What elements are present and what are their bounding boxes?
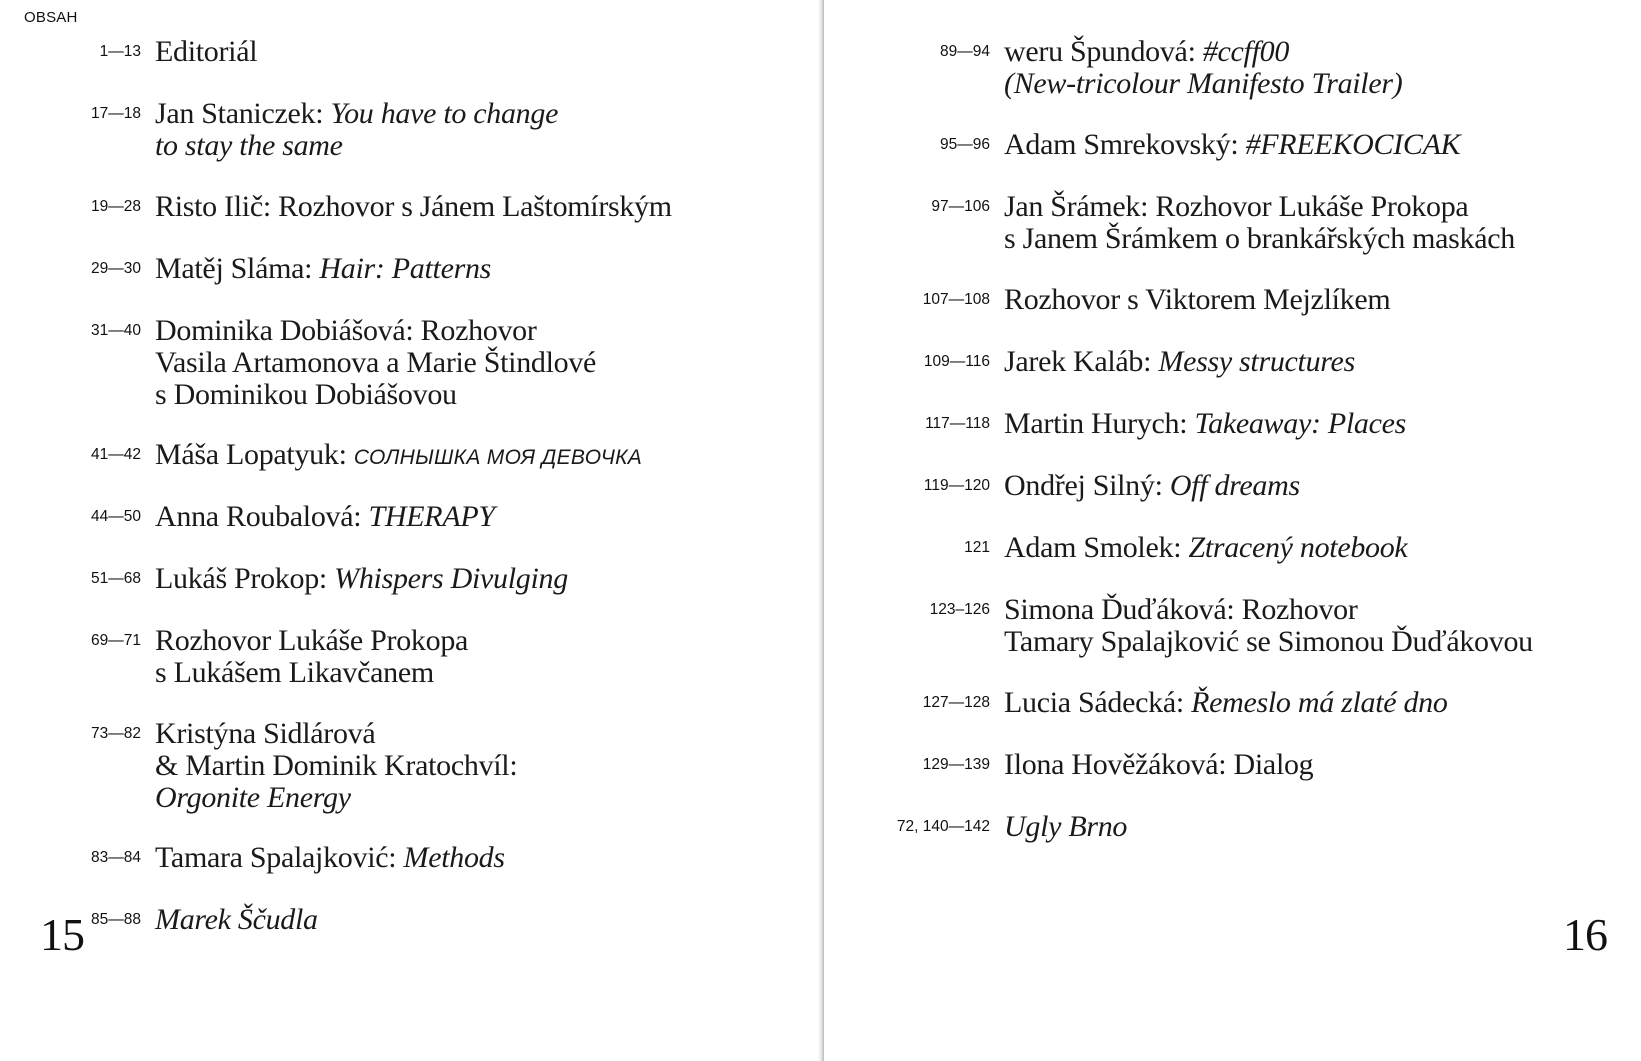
toc-entry[interactable] (0, 253, 491, 285)
author: Lukáš Prokop (155, 562, 319, 595)
author: Adam Smrekovský (1004, 128, 1231, 161)
separator: : (1218, 748, 1234, 781)
toc-entry[interactable] (824, 470, 1300, 502)
entry-title (1004, 532, 1407, 564)
separator: : (315, 97, 331, 130)
page-range: 107—108 (922, 291, 990, 308)
page-range: 129—139 (922, 756, 990, 773)
page-range: 109—116 (923, 353, 990, 370)
work-title-cont: s Lukášem Likavčanem (155, 656, 434, 689)
toc-entry[interactable] (824, 594, 1533, 658)
separator: : (353, 500, 369, 533)
author: Kristýna Sidlárová (155, 717, 376, 750)
entry-title (155, 98, 558, 162)
toc-entry[interactable] (0, 563, 568, 595)
work-title: Rozhovor (420, 314, 537, 347)
author: Rozhovor Lukáše Prokopa (155, 624, 469, 657)
page-range: 127—128 (922, 694, 990, 711)
entry-title (155, 439, 642, 474)
toc-entry[interactable] (824, 408, 1406, 440)
page-range: 121 (964, 539, 990, 556)
toc-entry[interactable] (0, 718, 517, 814)
entry-title (1004, 594, 1533, 658)
separator: : (388, 841, 404, 874)
work-title: Orgonite Energy (155, 781, 351, 814)
author: Editoriál (155, 35, 258, 68)
work-title: Ztracený notebook (1188, 531, 1408, 564)
entry-title (1004, 191, 1515, 255)
author: Simona Ďuďáková (1004, 593, 1227, 626)
entry-title (155, 563, 568, 595)
page-number: 15 (40, 909, 84, 960)
work-title-cont: s Janem Šrámkem o brankářských maskách (1004, 222, 1515, 255)
toc-entry[interactable] (824, 346, 1355, 378)
section-label: OBSAH (24, 9, 78, 26)
toc-entry[interactable] (824, 284, 1390, 316)
entry-title (155, 253, 491, 285)
work-title-cont: s Dominikou Dobiášovou (155, 378, 457, 411)
entry-title (1004, 408, 1406, 440)
work-title: You have to change (330, 97, 559, 130)
page-range: 72, 140—142 (896, 818, 990, 835)
separator: : (1230, 128, 1246, 161)
page-range: 73—82 (91, 725, 141, 742)
entry-title (1004, 811, 1127, 843)
entry-title (1004, 129, 1460, 161)
separator: : (405, 314, 421, 347)
page-range: 29—30 (91, 260, 141, 277)
work-title: Takeaway: Places (1194, 407, 1407, 440)
work-title: THERAPY (368, 500, 495, 533)
entry-title (155, 191, 672, 223)
separator: : (1173, 531, 1189, 564)
entry-title (1004, 36, 1402, 100)
toc-entry[interactable] (0, 191, 672, 223)
author: Risto Ilič (155, 190, 263, 223)
work-title: Řemeslo má zlaté dno (1191, 686, 1448, 719)
toc-entry[interactable] (824, 191, 1515, 255)
work-title: Dialog (1233, 748, 1314, 781)
entry-title (1004, 687, 1448, 719)
page-range: 83—84 (91, 849, 141, 866)
separator: : (1175, 686, 1192, 719)
work-title-cont: Vasila Artamonova a Marie Štindlové (155, 346, 597, 379)
author: Jan Šrámek (1004, 190, 1141, 223)
author: Jan Staniczek (155, 97, 316, 130)
page-range: 19—28 (91, 198, 141, 215)
page-range: 117—118 (925, 415, 990, 432)
author: Lucia Sádecká (1004, 686, 1176, 719)
work-title: Ugly Brno (1004, 810, 1128, 843)
entry-title (155, 625, 468, 689)
work-title-cont: (New-tricolour Manifesto Trailer) (1004, 67, 1403, 100)
work-title: #FREEKOCICAK (1245, 128, 1461, 161)
toc-entry[interactable] (824, 687, 1448, 719)
separator: : (318, 562, 335, 595)
author: Tamara Spalajković (155, 841, 389, 874)
separator: : (1226, 593, 1242, 626)
page-range: 44—50 (91, 508, 141, 525)
page-range: 123–126 (929, 601, 990, 618)
author: Martin Hurych (1004, 407, 1180, 440)
author: Matěj Sláma (155, 252, 305, 285)
entry-title (155, 904, 318, 936)
toc-entry[interactable] (824, 811, 1127, 843)
work-title: Off dreams (1169, 469, 1300, 502)
author: Rozhovor s Viktorem Mejzlíkem (1004, 283, 1391, 316)
work-title: Whispers Divulging (334, 562, 568, 595)
work-title: Messy structures (1158, 345, 1355, 378)
entry-title (1004, 470, 1300, 502)
toc-entry[interactable] (0, 36, 257, 68)
page-range: 31—40 (91, 322, 141, 339)
toc-entry[interactable] (0, 842, 505, 874)
page-range: 1—13 (99, 43, 141, 60)
toc-entry[interactable] (0, 501, 495, 533)
toc-entry[interactable] (824, 749, 1313, 781)
entry-title (1004, 749, 1313, 781)
work-title: #ccff00 (1202, 35, 1290, 68)
page-range: 95—96 (940, 136, 990, 153)
entry-title (155, 501, 495, 533)
page-range: 85—88 (91, 911, 141, 928)
page-range: 51—68 (91, 570, 141, 587)
work-title-cont: to stay the same (155, 129, 343, 162)
page-range: 17—18 (91, 105, 141, 122)
author: Ilona Hověžáková (1004, 748, 1219, 781)
author: Máša Lopatyuk (155, 438, 339, 471)
page-range: 97—106 (931, 198, 990, 215)
work-title: Methods (403, 841, 505, 874)
toc-entry[interactable] (0, 625, 468, 689)
page-range: 69—71 (91, 632, 141, 649)
toc-entry[interactable] (824, 129, 1460, 161)
entry-title (155, 718, 517, 814)
entry-title (155, 36, 257, 68)
right-page (824, 0, 1641, 1061)
author: Anna Roubalová (155, 500, 354, 533)
toc-entry[interactable] (824, 532, 1407, 564)
separator: : (1187, 35, 1203, 68)
toc-entry[interactable] (0, 315, 596, 411)
author: Dominika Dobiášová (155, 314, 406, 347)
separator: : (1140, 190, 1156, 223)
separator: : (304, 252, 320, 285)
toc-entry[interactable] (824, 36, 1402, 100)
work-title: СОЛНЫШКА МОЯ ДЕВОЧКА (353, 446, 643, 469)
author: weru Špundová (1004, 35, 1188, 68)
author-cont: & Martin Dominik Kratochvíl: (155, 749, 518, 782)
page-range: 119—120 (923, 477, 990, 494)
page-number: 16 (1563, 909, 1607, 960)
separator: : (338, 438, 354, 471)
toc-entry[interactable] (0, 439, 642, 474)
entry-title (155, 842, 505, 874)
work-title: Rozhovor s Jánem Laštomírským (278, 190, 672, 223)
page-range: 41—42 (91, 446, 141, 463)
work-title: Rozhovor (1241, 593, 1358, 626)
entry-title (1004, 346, 1355, 378)
work-title-cont: Tamary Spalajković se Simonou Ďuďákovou (1004, 625, 1533, 658)
separator: : (1179, 407, 1195, 440)
work-title: Hair: Patterns (319, 252, 492, 285)
author: Ondřej Silný (1004, 469, 1155, 502)
separator: : (1154, 469, 1170, 502)
work-title: Marek Ščudla (155, 903, 318, 936)
toc-entry[interactable] (0, 98, 558, 162)
page-range: 89—94 (940, 43, 990, 60)
entry-title (1004, 284, 1390, 316)
work-title: Rozhovor Lukáše Prokopa (1155, 190, 1469, 223)
separator: : (1143, 345, 1159, 378)
entry-title (155, 315, 596, 411)
separator: : (262, 190, 279, 223)
author: Jarek Kaláb (1004, 345, 1144, 378)
author: Adam Smolek (1004, 531, 1174, 564)
